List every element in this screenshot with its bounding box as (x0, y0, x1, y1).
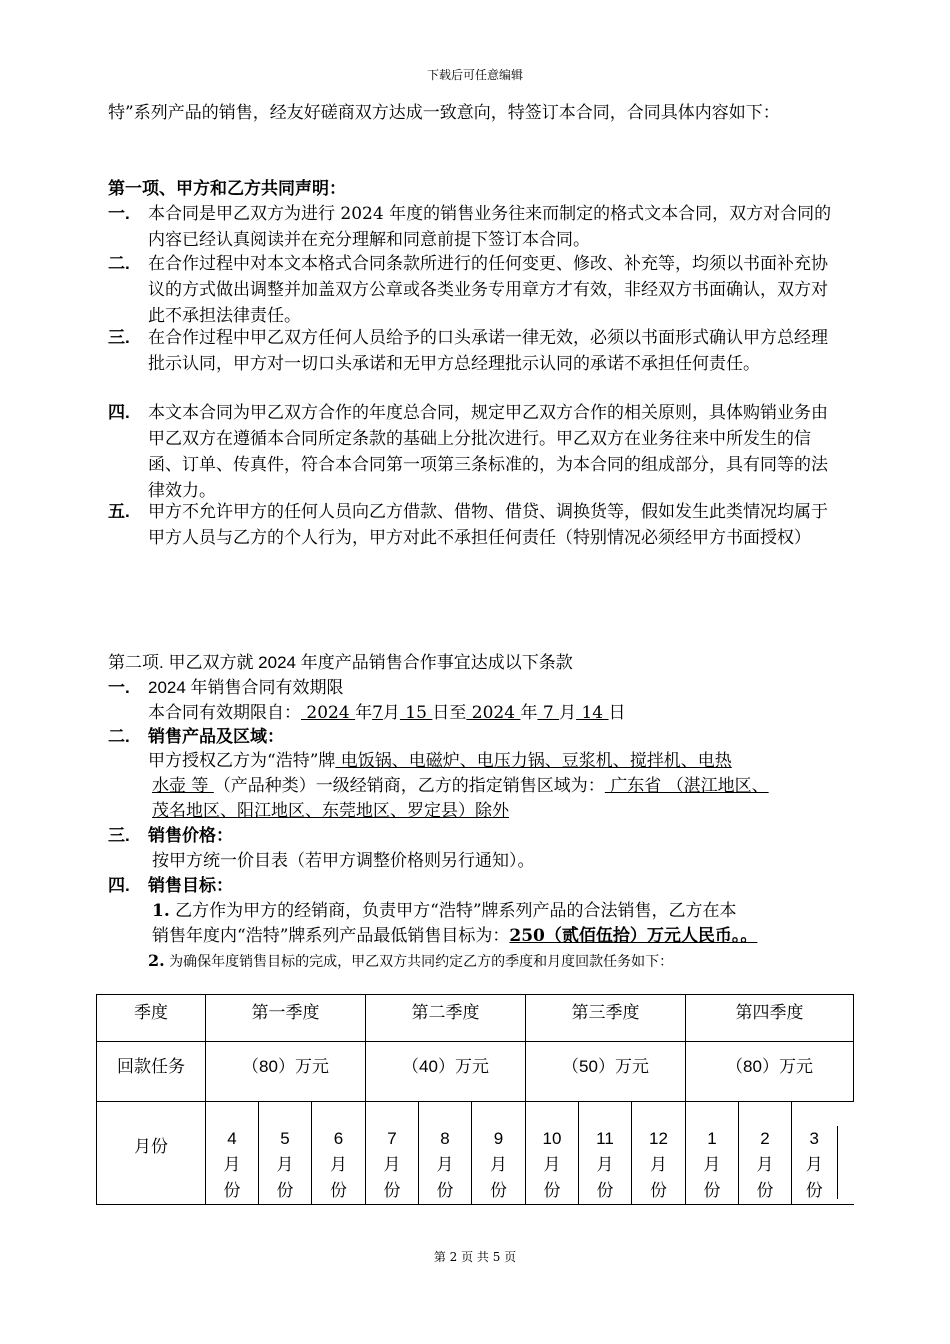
target-text-cont: 销售年度内“浩特”牌系列产品最低销售目标为： (152, 926, 510, 946)
page-header: 下载后可任意编辑 (426, 68, 523, 82)
sales-target-value: 250（贰佰伍拾）万元人民币。。 (509, 926, 758, 946)
month-number: 7 (387, 1129, 397, 1148)
item-text: 本合同是甲乙双方为进行 2024 年度的销售业务往来而制定的格式文本合同，双方对合同的内容已经认真阅读并在充分理解和同意前提下签订本合同。 (148, 204, 832, 250)
start-month: 7 (372, 703, 383, 723)
task-cell: （50）万元 (526, 1042, 686, 1102)
month-suffix: 月 (756, 1155, 774, 1174)
price-text: 按甲方统一价目表（若甲方调整价格则另行通知）。 (152, 851, 535, 871)
clause-3-heading (108, 823, 233, 849)
month-suffix: 份 (596, 1181, 614, 1200)
item-number: 二. (108, 254, 130, 273)
validity-prefix: 本合同有效期限自： (148, 703, 301, 723)
task-header: 回款任务 (97, 1042, 206, 1102)
month-cell (579, 1102, 632, 1205)
month-cell (366, 1102, 419, 1205)
month-cell (206, 1102, 259, 1205)
products-line-1 (148, 748, 732, 774)
month-suffix: 月 (703, 1155, 721, 1174)
section1-item-5 (108, 499, 843, 551)
target-line-2 (152, 923, 757, 949)
month-number: 4 (227, 1129, 237, 1148)
end-year: 2024 (466, 703, 521, 723)
end-month: 7 (537, 703, 560, 723)
end-day: 14 (576, 703, 609, 723)
year-label: 年 (520, 703, 538, 723)
month-cell (526, 1102, 579, 1205)
target-line-3 (148, 948, 673, 975)
month-cell (472, 1102, 526, 1205)
month-suffix: 份 (276, 1181, 294, 1200)
task-cell: （40）万元 (366, 1042, 526, 1102)
task-cell: （80）万元 (686, 1042, 854, 1102)
item-text: 甲方不允许甲方的任何人员向乙方借款、借物、借贷、调换货等，假如发生此类情况均属于甲方人员与乙方的个人行为，甲方对此不承担任何责任（特别情况必须经甲方书面授权） (148, 502, 828, 548)
month-suffix: 份 (383, 1181, 401, 1200)
item-text: 在合作过程中甲乙双方任何人员给予的口头承诺一律无效，必须以书面形式确认甲方总经理批示认同，甲方对一切口头承诺和无甲方总经理批示认同的承诺不承担任何责任。 (148, 328, 828, 374)
month-suffix: 份 (223, 1181, 241, 1200)
target-number: 2. (148, 951, 165, 970)
month-suffix: 份 (543, 1181, 561, 1200)
start-year: 2024 (301, 703, 356, 723)
season-cell: 第三季度 (526, 995, 686, 1042)
month-number: 8 (440, 1129, 450, 1148)
month-suffix: 份 (805, 1181, 823, 1200)
month-cell (419, 1102, 472, 1205)
clause-title: 销售价格： (148, 826, 233, 845)
month-suffix: 份 (490, 1181, 507, 1200)
products-list-cont: 水壶 等 (152, 776, 214, 796)
day-label: 日 (608, 703, 626, 723)
month-label: 月 (559, 703, 577, 723)
month-cell (312, 1102, 366, 1205)
month-suffix: 月 (383, 1155, 401, 1174)
target-line-1 (152, 898, 737, 924)
day-to-label: 日至 (432, 703, 467, 723)
month-suffix: 月 (805, 1155, 823, 1174)
products-mid-text: （产品种类）一级经销商，乙方的指定销售区域为： (213, 776, 605, 796)
sales-region: 广东省 （湛江地区、 (604, 776, 769, 796)
products-line-3 (152, 798, 509, 824)
season-header: 季度 (97, 995, 206, 1042)
task-cell: （80）万元 (206, 1042, 366, 1102)
clause-title: 2024 年销售合同有效期限 (148, 678, 344, 697)
month-cell (739, 1102, 792, 1205)
month-suffix: 份 (436, 1181, 454, 1200)
section1-item-3 (108, 325, 843, 377)
season-cell: 第四季度 (686, 995, 854, 1042)
month-number: 2 (760, 1129, 770, 1148)
month-number: 11 (596, 1129, 614, 1148)
year-label: 年 (355, 703, 373, 723)
month-cell (259, 1102, 312, 1205)
month-number: 9 (493, 1129, 504, 1148)
clause-number: 一. (108, 678, 130, 697)
month-suffix: 月 (223, 1155, 241, 1174)
month-number: 5 (280, 1129, 290, 1148)
month-suffix: 份 (650, 1181, 667, 1200)
clause-1-heading (108, 675, 344, 701)
products-line-2 (152, 773, 769, 799)
month-label: 月 (382, 703, 400, 723)
item-number: 三. (108, 328, 130, 347)
month-suffix: 月 (596, 1155, 614, 1174)
target-number: 1. (152, 901, 170, 921)
task-row (97, 1042, 854, 1102)
clause-title: 销售目标： (148, 876, 233, 895)
month-number: 10 (542, 1129, 562, 1148)
start-day: 15 (399, 703, 433, 723)
products-list: 电饭锅、电磁炉、电压力锅、豆浆机、搅拌机、电热 (335, 751, 732, 771)
sales-region-cont: 茂名地区、阳江地区、东莞地区、罗定县）除外 (152, 801, 509, 821)
payment-schedule-table (96, 994, 854, 1205)
clause-number: 二. (108, 727, 130, 746)
month-suffix: 月 (490, 1155, 507, 1174)
item-text: 本文本合同为甲乙双方合作的年度总合同，规定甲乙双方合作的相关原则，具体购销业务由甲乙双方在遵循本合同所定条款的基础上分批次进行。甲乙双方在业务往来中所发生的信函、订单、传真件，符合本合同第一项第三条标准的，为本合同的组成部分，具有同等的法律效力。 (148, 403, 828, 501)
month-suffix: 月 (436, 1155, 454, 1174)
intro-paragraph: 特”系列产品的销售，经友好磋商双方达成一致意向，特签订本合同，合同具体内容如下： (108, 103, 780, 123)
section1-item-4 (108, 400, 843, 504)
products-prefix: 甲方授权乙方为“浩特”牌 (148, 751, 336, 771)
month-cell (686, 1102, 739, 1205)
month-number: 3 (809, 1129, 819, 1148)
clause-4-heading (108, 873, 233, 899)
month-header: 月份 (97, 1102, 206, 1205)
contract-validity (148, 700, 626, 726)
season-cell: 第二季度 (366, 995, 526, 1042)
payment-task-text: 为确保年度销售目标的完成，甲乙双方共同约定乙方的季度和月度回款任务如下： (164, 954, 674, 970)
clause-number: 三. (108, 826, 130, 845)
month-cell (632, 1102, 686, 1205)
month-suffix: 月 (330, 1155, 347, 1174)
month-number: 12 (649, 1129, 668, 1148)
month-suffix: 份 (703, 1181, 721, 1200)
target-text: 乙方作为甲方的经销商，负责甲方“浩特”牌系列产品的合法销售，乙方在本 (169, 901, 737, 921)
month-suffix: 份 (756, 1181, 774, 1200)
month-suffix: 月 (276, 1155, 294, 1174)
season-row (97, 995, 854, 1042)
item-text: 在合作过程中对本文本格式合同条款所进行的任何变更、修改、补充等，均须以书面补充协议的方式做出调整并加盖双方公章或各类业务专用章方才有效，非经双方书面确认，双方对此不承担法律责任。 (148, 254, 828, 326)
section2-title: 第二项. 甲乙双方就 2024 年度产品销售合作事宜达成以下条款 (108, 653, 573, 672)
section1-item-1 (108, 201, 843, 253)
section1-item-2 (108, 251, 843, 329)
clause-title: 销售产品及区域： (148, 727, 284, 746)
month-cell (792, 1102, 854, 1205)
month-row (97, 1102, 854, 1205)
month-suffix: 月 (650, 1155, 667, 1174)
month-suffix: 份 (330, 1181, 347, 1200)
page-footer: 第 2 页 共 5 页 (433, 1250, 517, 1264)
clause-2-heading (108, 724, 284, 750)
item-number: 五. (108, 502, 130, 521)
item-number: 一. (108, 204, 130, 223)
item-number: 四. (108, 403, 130, 422)
section1-title: 第一项、甲方和乙方共同声明： (108, 179, 346, 198)
month-number: 6 (333, 1129, 344, 1148)
month-number: 1 (707, 1129, 717, 1148)
month-suffix: 月 (543, 1155, 561, 1174)
season-cell: 第一季度 (206, 995, 366, 1042)
clause-number: 四. (108, 876, 130, 895)
